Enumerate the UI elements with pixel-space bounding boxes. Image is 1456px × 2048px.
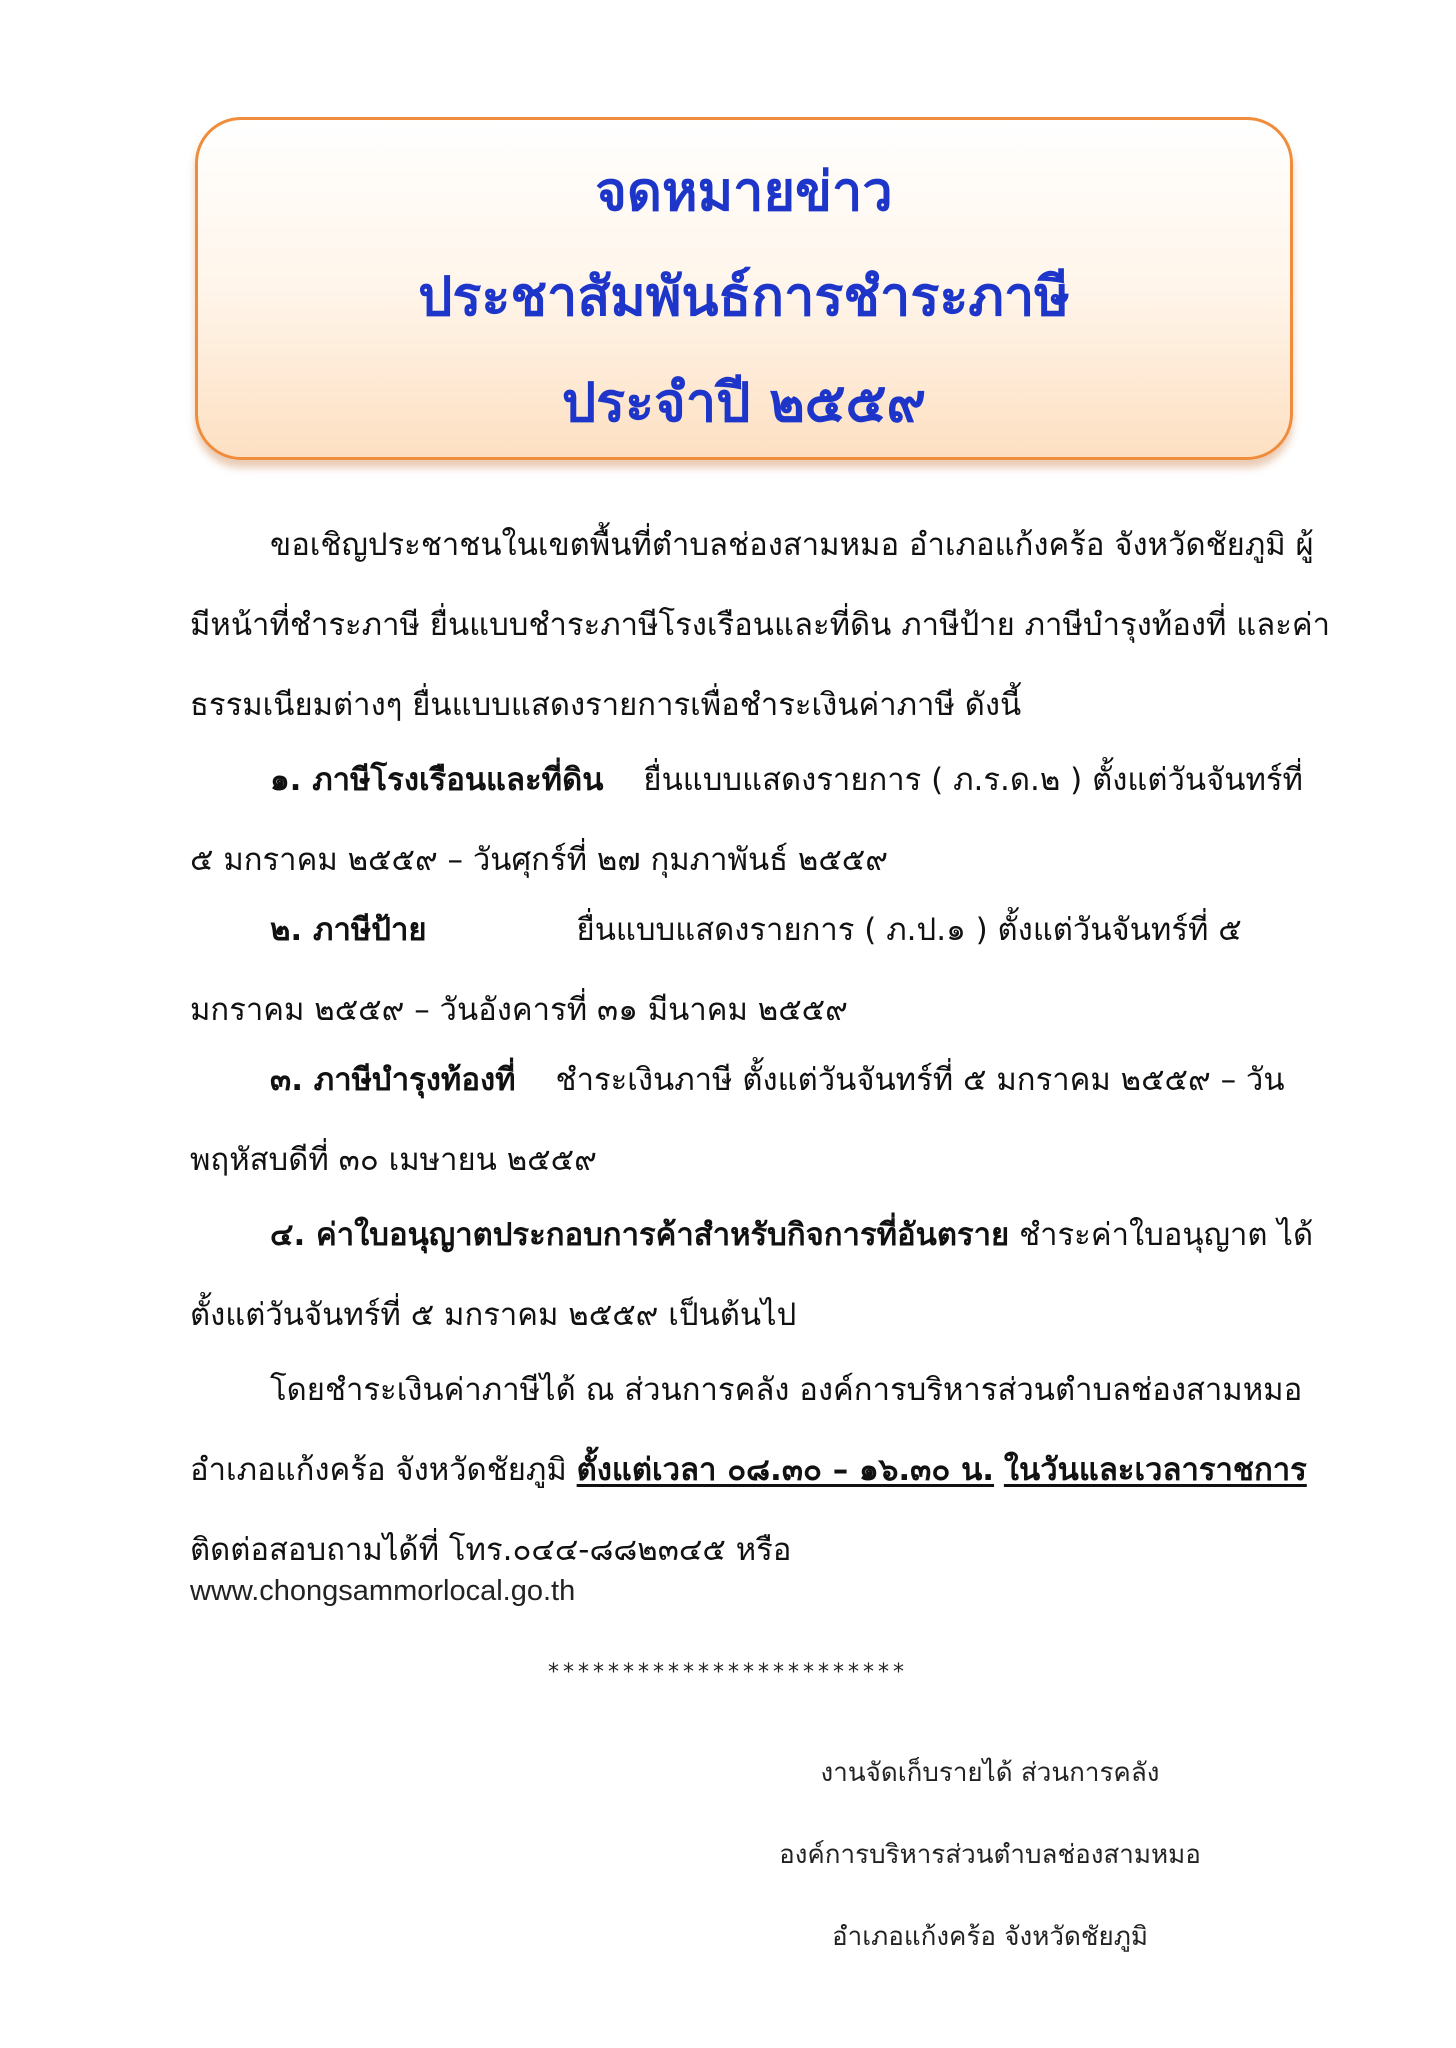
newsletter-subtitle: ประชาสัมพันธ์การชำระภาษี bbox=[418, 265, 1070, 328]
item-label: ๒. ภาษีป้าย bbox=[270, 912, 427, 948]
item-land-tax bbox=[190, 740, 1330, 900]
item-label: ๑. ภาษีโรงเรือนและที่ดิน bbox=[270, 762, 604, 798]
signature-department: งานจัดเก็บรายได้ ส่วนการคลัง bbox=[820, 1758, 1160, 1788]
newsletter-title: จดหมายข่าว bbox=[595, 160, 893, 223]
signature-organization: องค์การบริหารส่วนตำบลช่องสามหมอ bbox=[779, 1840, 1201, 1870]
website-link[interactable]: www.chongsammorlocal.go.th bbox=[190, 1575, 576, 1607]
contact-text: ติดต่อสอบถามได้ที่ โทร.๐๔๔-๘๘๒๓๔๕ หรือ bbox=[190, 1532, 792, 1568]
intro-paragraph bbox=[190, 505, 1330, 745]
item-label: ๔. ค่าใบอนุญาตประกอบการค้าสำหรับกิจการที่อันตราย bbox=[270, 1217, 1010, 1253]
office-days: ในวันและเวลาราชการ bbox=[1003, 1452, 1307, 1488]
office-hours: ตั้งแต่เวลา ๐๘.๓๐ – ๑๖.๓๐ น. bbox=[576, 1452, 995, 1488]
newsletter-year: ประจำปี ๒๕๕๙ bbox=[561, 371, 927, 434]
item-text: ชำระเงินภาษี ตั้งแต่วันจันทร์ที่ ๕ มกราคม ๒๕๕๙ – วันพฤหัสบดีที่ ๓๐ เมษายน ๒๕๕๙ bbox=[190, 1062, 1285, 1178]
payment-location: โดยชำระเงินค่าภาษีได้ ณ ส่วนการคลัง องค์การบริหารส่วนตำบลช่องสามหมอ อำเภอแก้งคร้อ จังหวัดชัยภูมิ bbox=[190, 1372, 1303, 1488]
item-text: ยื่นแบบแสดงรายการ ( ภ.ร.ด.๒ ) ตั้งแต่วันจันทร์ที่ ๕ มกราคม ๒๕๕๙ – วันศุกร์ที่ ๒๗ กุมภาพันธ์ ๒๕๕๙ bbox=[190, 762, 1303, 878]
item-local-tax bbox=[190, 1040, 1330, 1200]
item-license-fee bbox=[190, 1195, 1330, 1355]
separator: ************************ bbox=[548, 1660, 908, 1685]
signature-location: อำเภอแก้งคร้อ จังหวัดชัยภูมิ bbox=[832, 1922, 1148, 1952]
intro-text: ขอเชิญประชาชนในเขตพื้นที่ตำบลช่องสามหมอ อำเภอแก้งคร้อ จังหวัดชัยภูมิ ผู้มีหน้าที่ชำระภาษี ยื่นแบบชำระภาษีโรงเรือนและที่ดิน ภาษีป้าย ภาษีบำรุงท้องที่ และค่าธรรมเนียมต่างๆ ยื่นแบบแสดงรายการเพื่อชำระเงินค่าภาษี ดังนี้ bbox=[190, 527, 1331, 723]
title-box bbox=[195, 117, 1293, 460]
item-signboard-tax bbox=[190, 890, 1330, 1050]
item-label: ๓. ภาษีบำรุงท้องที่ bbox=[270, 1062, 516, 1098]
payment-paragraph bbox=[190, 1350, 1330, 1590]
item-text: ชำระค่าใบอนุญาต ได้ตั้งแต่วันจันทร์ที่ ๕ มกราคม ๒๕๕๙ เป็นต้นไป bbox=[190, 1217, 1314, 1333]
item-text: ยื่นแบบแสดงรายการ ( ภ.ป.๑ ) ตั้งแต่วันจันทร์ที่ ๕ มกราคม ๒๕๕๙ – วันอังคารที่ ๓๑ มีนาคม ๒๕๕๙ bbox=[190, 912, 1242, 1028]
